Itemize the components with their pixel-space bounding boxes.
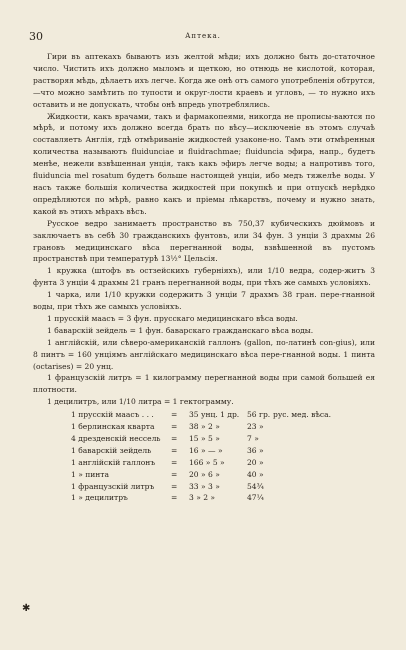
table-row [33, 492, 375, 504]
paragraph-kruzhka: 1 кружка (штофъ въ остзейскихъ губерніяхъ), или 1/10 ведра, содер-житъ 3 фунта 3 унціи 4 драхмы 21 гранъ перегнанной воды, при тѣхъ же самыхъ условіяхъ. [33, 266, 375, 288]
row-eq: = [171, 469, 178, 479]
row-value-2: 47¼ [247, 493, 264, 503]
row-eq: = [171, 493, 178, 503]
row-name: 1 французскій литръ [71, 481, 155, 491]
row-eq: = [171, 481, 178, 491]
running-head: Аптека. [185, 32, 221, 40]
paragraph-bavarian: 1 баварскій зейдель = 1 фун. баварскаго гражданскаго вѣса воды. [47, 325, 314, 335]
paragraph-weights: Гири въ аптекахъ бываютъ изъ желтой мѣди; ихъ должно быть до-статочное число. Чистить ихъ должно мыломъ и щеткою, но отнюдь не кислотой, которая, растворяя мѣдь, дѣлаетъ ихъ легче. Когда же онѣ отъ самого употребленія обтрутся, —что можно замѣтить по тупости и округ-лости краевъ и угловъ, — то нужно ихъ оставить и не допускать, чтобы онѣ впредь употреблялись. [33, 52, 375, 109]
row-value-2: 20 » [247, 457, 264, 467]
page-number: 30 [29, 30, 43, 43]
row-value-1: 166 » 5 » [189, 457, 225, 467]
row-value-2: 56 гр. [247, 410, 271, 420]
row-value-3 [273, 433, 343, 445]
table-row [33, 457, 375, 469]
row-value-1: 15 » 5 » [189, 433, 220, 443]
row-name: 1 прусскій маасъ . . . [71, 410, 154, 420]
paragraph-vedro: Русское ведро занимаетъ пространство въ 750,37 кубическихъ дюймовъ и заключаетъ въ себѣ 30 гражданскихъ фунтовъ, или 34 фун. 3 унціи 3 драхмы 26 грановъ медицинскаго вѣса перегнанной воды, взвѣшенной въ пустомъ пространствѣ при температурѣ 13½° Цельсія. [33, 218, 375, 264]
table-row [33, 481, 375, 493]
row-value-1: 35 унц. 1 др. [189, 410, 240, 420]
row-eq: = [171, 445, 178, 455]
row-value-3 [273, 445, 343, 457]
row-eq: = [171, 457, 178, 467]
row-value-2: 54¾ [247, 481, 264, 491]
row-eq: = [171, 422, 178, 432]
row-value-1: 38 » 2 » [189, 422, 220, 432]
row-name: 1 англійскій галлонъ [71, 457, 156, 467]
row-value-3 [273, 492, 343, 504]
table-row [33, 445, 375, 457]
row-value-3 [273, 457, 343, 469]
row-value-3: рус. мед. вѣса. [273, 410, 332, 420]
row-value-2: 36 » [247, 445, 264, 455]
conversion-table [33, 409, 375, 504]
row-name: 4 дрезденскій нессель [71, 433, 161, 443]
row-name: 1 берлинская кварта [71, 422, 155, 432]
row-value-2: 7 » [247, 433, 259, 443]
row-eq: = [171, 410, 178, 420]
row-name: 1 баварскій зейдель [71, 445, 152, 455]
paragraph-charka: 1 чарка, или 1/10 кружки содержитъ 3 унціи 7 драхмъ 38 гран. пере-гнанной воды, при тѣхъ же самыхъ условіяхъ. [33, 290, 375, 312]
row-value-3 [273, 469, 343, 481]
table-row [33, 433, 375, 445]
row-value-1: 33 » 3 » [189, 481, 220, 491]
row-value-3 [273, 481, 343, 493]
row-value-3 [273, 421, 343, 433]
row-name: 1 » пинта [71, 469, 109, 479]
row-value-1: 20 » 6 » [189, 469, 220, 479]
paragraph-liquids: Жидкости, какъ врачами, такъ и фармакопеями, никогда не прописы-ваются по мѣрѣ, и потому ихъ должно всегда брать по вѣсу—исключеніе въ этомъ случаѣ составляетъ Англія, гдѣ отмѣриваніе жидкостей узаконе-но. Тамъ эти отмѣренныя количества называютъ fluidunciae и fluidrachmae; fluiduncia эфира, напр., будетъ менѣе, нежели взвѣшенная унція, такъ какъ эфиръ легче воды; а напротивъ того, fluiduncia mel rosatum будетъ больше настоящей унціи, ибо медъ тяжелѣе воды. У насъ также большія количества жидкостей при покупкѣ и при отпускѣ нерѣдко опредѣляются по мѣрѣ, равно какъ и пріемы лѣкарствъ, почему и нужно знать, какой въ этихъ мѣрахъ вѣсъ. [33, 111, 375, 216]
paragraph-deciliter: 1 децилитръ, или 1/10 литра = 1 гектограмму. [47, 397, 234, 407]
paragraph-english: 1 англійскій, или сѣверо-американскій галлонъ (gallon, по-латинѣ con-gius), или 8 пинтъ = 160 унціямъ англійскаго медицинскаго вѣса пере-гнанной воды. 1 пинта (octarises) = 20 унц. [33, 337, 375, 371]
table-row [33, 469, 375, 481]
table-row [33, 421, 375, 433]
row-name: 1 » децилитръ [71, 493, 128, 503]
row-value-1: 3 » 2 » [189, 493, 216, 503]
table-row [33, 409, 375, 421]
paragraph-french: 1 французскій литръ = 1 килограмму перегнанной воды при самой большей ея плотности. [33, 373, 375, 395]
row-value-2: 23 » [247, 422, 264, 432]
row-value-1: 16 » — » [189, 445, 223, 455]
row-value-2: 40 » [247, 469, 264, 479]
row-eq: = [171, 433, 178, 443]
paragraph-prussian: 1 прусскій маасъ = 3 фун. прусскаго медицинскаго вѣса воды. [47, 313, 298, 323]
body-text [33, 51, 375, 504]
footer-mark: ✱ [22, 603, 31, 614]
